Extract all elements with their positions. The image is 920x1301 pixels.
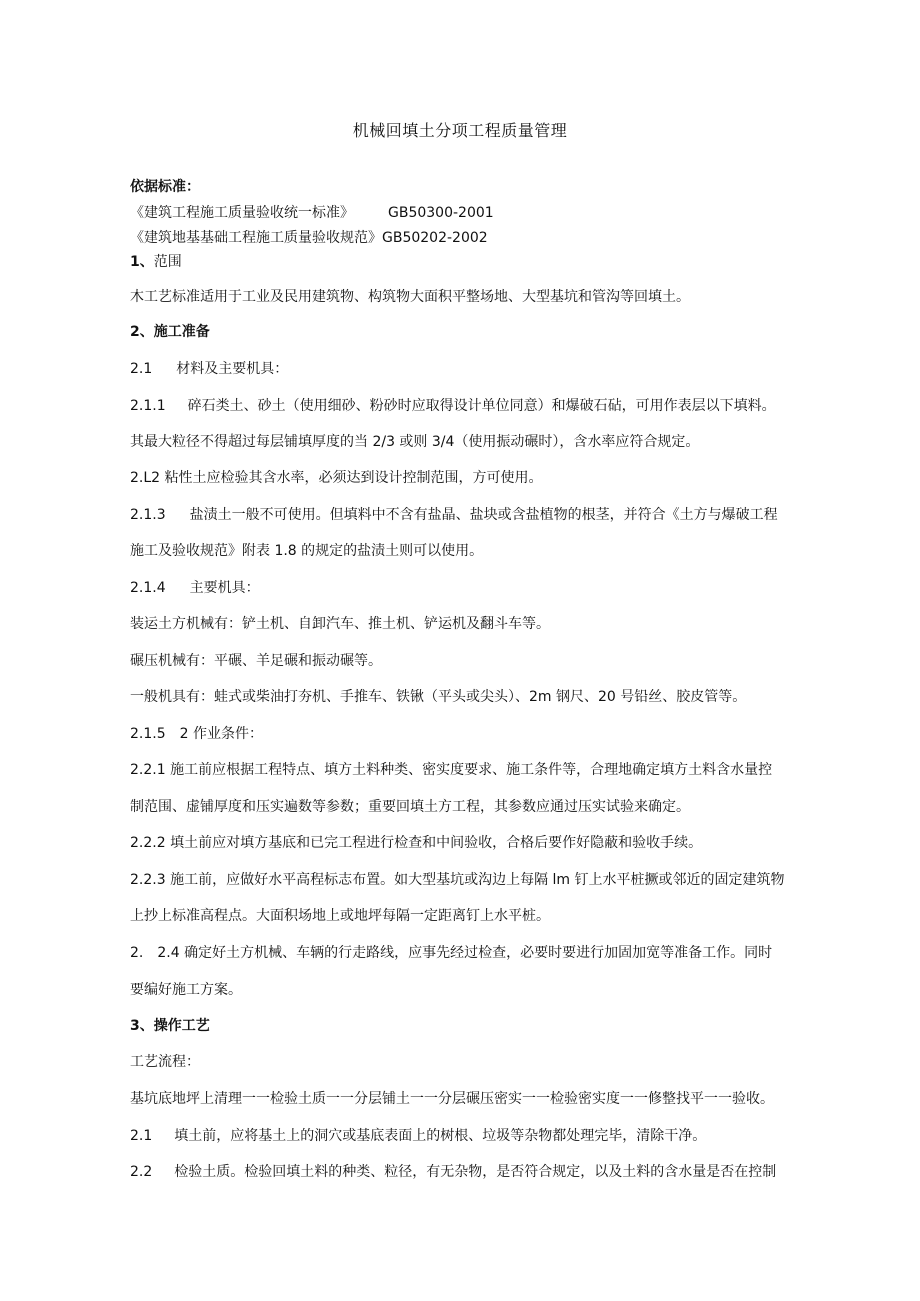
para-3-1-number: 2.1 <box>130 1128 153 1144</box>
para-3-1 <box>130 1126 706 1146</box>
para-2-1-5 <box>130 724 263 744</box>
standard-2: 《建筑地基基础工程施工质量验收规范》GB50202-2002 <box>130 230 488 246</box>
para-2-2-3-line-2: 上抄上标准高程点。大面积场地上或地坪每隔一定距离钉上水平桩。 <box>130 908 550 924</box>
para-2-l2: 2.L2 粘性土应检验其含水率，必须达到设计控制范围，方可使用。 <box>130 470 543 486</box>
para-2-1-number: 2.1 <box>130 361 153 377</box>
section-2-heading: 2、施工准备 <box>130 324 210 340</box>
section-1-number: 1、 <box>130 254 154 270</box>
para-2-1-4-text: 主要机具： <box>189 580 260 596</box>
para-3-2-text: 检验土质。检验回填土料的种类、粒径，有无杂物，是否符合规定，以及土料的含水量是否在控制 <box>174 1164 777 1180</box>
para-2-2-4-line-1 <box>130 943 772 963</box>
para-2-1-1-line-1 <box>130 396 776 416</box>
para-2-2-4-number: 2. <box>130 945 144 961</box>
para-2-1-1-text: 碎石类土、砂土（使用细砂、粉砂时应取得设计单位同意）和爆破石砧，可用作表层以下填料。 <box>187 398 776 414</box>
para-2-1-3-line-1 <box>130 505 778 525</box>
process-flow-label: 工艺流程： <box>130 1054 200 1070</box>
scope-paragraph: 木工艺标准适用于工业及民用建筑物、构筑物大面积平整场地、大型基坑和管沟等回填土。 <box>130 289 690 305</box>
page-title: 机械回填土分项工程质量管理 <box>352 121 568 140</box>
para-2-1 <box>130 359 288 379</box>
para-2-2-1-line-1: 2.2.1 施工前应根据工程特点、填方土料种类、密实度要求、施工条件等，合理地确定填方土料含水量控 <box>130 762 773 778</box>
section-3-heading: 3、操作工艺 <box>130 1018 210 1034</box>
standard-1-code: GB50300-2001 <box>388 205 494 221</box>
basis-heading: 依据标准： <box>130 179 200 195</box>
para-3-2-number: 2.2 <box>130 1164 153 1180</box>
para-2-1-5-text: 2 作业条件： <box>179 726 263 742</box>
para-2-1-3-number: 2.1.3 <box>130 507 166 523</box>
para-2-2-3-line-1: 2.2.3 施工前，应做好水平高程标志布置。如大型基坑或沟边上每隔 lm 钉上水平桩撅或邻近的固定建筑物 <box>130 872 785 888</box>
para-2-1-text: 材料及主要机具： <box>176 361 289 377</box>
para-2-2-4-text: 2.4 确定好土方机械、车辆的行走路线，应事先经过检查，必要时要进行加固加宽等准备工作。同时 <box>157 945 773 961</box>
para-2-1-5-number: 2.1.5 <box>130 726 166 742</box>
para-3-2 <box>130 1162 776 1182</box>
para-2-1-3-line-2: 施工及验收规范》附表 1.8 的规定的盐渍土则可以使用。 <box>130 543 484 559</box>
para-2-1-3-text: 盐渍土一般不可使用。但填料中不含有盐晶、盐块或含盐植物的根茎，并符合《土方与爆破工程 <box>189 507 778 523</box>
para-2-2-2: 2.2.2 填土前应对填方基底和已完工程进行检查和中间验收，合格后要作好隐蔽和验收手续。 <box>130 835 703 851</box>
standard-1-name: 《建筑工程施工质量验收统一标准》 <box>130 205 354 221</box>
standard-1 <box>130 203 494 223</box>
section-1-heading <box>130 252 182 272</box>
process-flow: 基坑底地坪上清理一一检验土质一一分层铺土一一分层碾压密实一一检验密实度一一修整找平一一验收。 <box>130 1091 774 1107</box>
general-tools: 一般机具有：蛙式或柴油打夯机、手推车、铁锹（平头或尖头）、2m 钢尺、20 号铅丝、胶皮管等。 <box>130 689 747 705</box>
para-2-2-4-line-2: 要编好施工方案。 <box>130 982 242 998</box>
para-2-1-1-line-2: 其最大粒径不得超过每层铺填厚度的当 2/3 或则 3/4（使用振动碾时），含水率应符合规定。 <box>130 434 700 450</box>
para-2-1-1-number: 2.1.1 <box>130 398 166 414</box>
compaction-machinery: 碾压机械有：平碾、羊足碾和振动碾等。 <box>130 653 382 669</box>
para-3-1-text: 填土前，应将基土上的洞穴或基底表面上的树根、垃圾等杂物都处理完毕，清除干净。 <box>174 1128 707 1144</box>
para-2-1-4-number: 2.1.4 <box>130 580 166 596</box>
transport-machinery: 装运土方机械有：铲土机、自卸汽车、推土机、铲运机及翻斗车等。 <box>130 616 550 632</box>
para-2-1-4 <box>130 578 260 598</box>
section-1-title: 范围 <box>153 254 182 270</box>
para-2-2-1-line-2: 制范围、虚铺厚度和压实遍数等参数；重要回填土方工程，其参数应通过压实试验来确定。 <box>130 799 690 815</box>
